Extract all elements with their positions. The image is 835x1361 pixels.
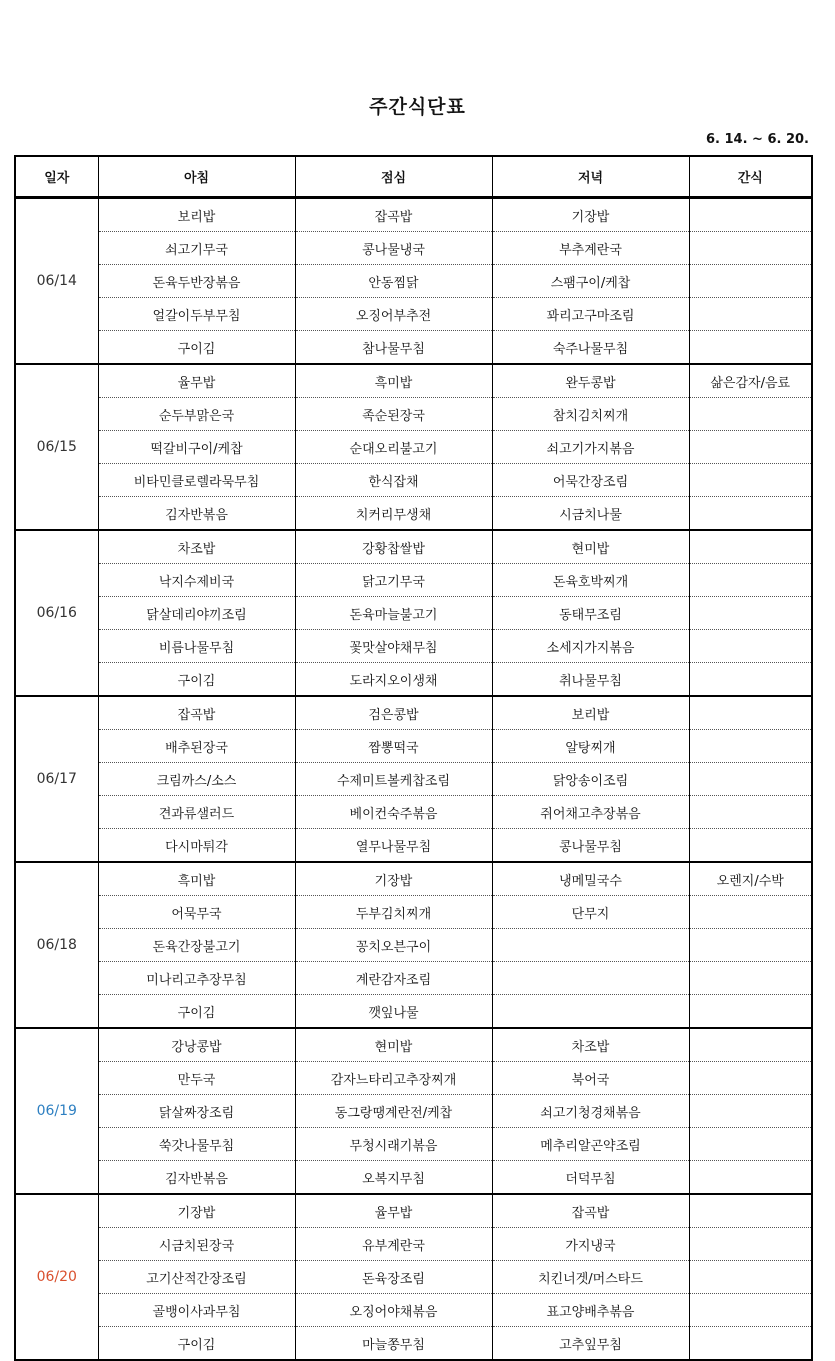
breakfast-cell: 구이김 bbox=[98, 1327, 295, 1361]
breakfast-cell: 어묵무국 bbox=[98, 896, 295, 929]
dinner-cell: 숙주나물무침 bbox=[492, 331, 689, 365]
lunch-cell: 무청시래기볶음 bbox=[295, 1128, 492, 1161]
breakfast-cell: 시금치된장국 bbox=[98, 1228, 295, 1261]
snack-cell: 오렌지/수박 bbox=[689, 862, 812, 896]
lunch-cell: 오징어부추전 bbox=[295, 298, 492, 331]
snack-cell bbox=[689, 1261, 812, 1294]
dinner-cell: 냉메밀국수 bbox=[492, 862, 689, 896]
header-snack: 간식 bbox=[689, 156, 812, 198]
breakfast-cell: 골뱅이사과무침 bbox=[98, 1294, 295, 1327]
breakfast-cell: 보리밥 bbox=[98, 198, 295, 232]
dinner-cell: 쇠고기가지볶음 bbox=[492, 431, 689, 464]
breakfast-cell: 강낭콩밥 bbox=[98, 1028, 295, 1062]
date-cell: 06/20 bbox=[15, 1194, 98, 1360]
dinner-cell: 동태무조림 bbox=[492, 597, 689, 630]
breakfast-cell: 떡갈비구이/케찹 bbox=[98, 431, 295, 464]
snack-cell bbox=[689, 696, 812, 730]
snack-cell bbox=[689, 763, 812, 796]
lunch-cell: 잡곡밥 bbox=[295, 198, 492, 232]
table-row bbox=[15, 929, 812, 962]
lunch-cell: 도라지오이생채 bbox=[295, 663, 492, 697]
lunch-cell: 돈육장조림 bbox=[295, 1261, 492, 1294]
lunch-cell: 닭고기무국 bbox=[295, 564, 492, 597]
table-row bbox=[15, 530, 812, 564]
dinner-cell: 고추잎무침 bbox=[492, 1327, 689, 1361]
dinner-cell: 치킨너겟/머스타드 bbox=[492, 1261, 689, 1294]
breakfast-cell: 만두국 bbox=[98, 1062, 295, 1095]
lunch-cell: 검은콩밥 bbox=[295, 696, 492, 730]
lunch-cell: 감자느타리고추장찌개 bbox=[295, 1062, 492, 1095]
breakfast-cell: 크림까스/소스 bbox=[98, 763, 295, 796]
dinner-cell bbox=[492, 995, 689, 1029]
table-row bbox=[15, 1128, 812, 1161]
snack-cell bbox=[689, 1294, 812, 1327]
dinner-cell: 북어국 bbox=[492, 1062, 689, 1095]
breakfast-cell: 구이김 bbox=[98, 331, 295, 365]
table-row bbox=[15, 829, 812, 863]
dinner-cell: 스팸구이/케찹 bbox=[492, 265, 689, 298]
table-row bbox=[15, 696, 812, 730]
header-lunch: 점심 bbox=[295, 156, 492, 198]
breakfast-cell: 견과류샐러드 bbox=[98, 796, 295, 829]
dinner-cell: 어묵간장조림 bbox=[492, 464, 689, 497]
breakfast-cell: 미나리고추장무침 bbox=[98, 962, 295, 995]
snack-cell bbox=[689, 663, 812, 697]
dinner-cell: 메추리알곤약조림 bbox=[492, 1128, 689, 1161]
breakfast-cell: 배추된장국 bbox=[98, 730, 295, 763]
breakfast-cell: 돈육간장불고기 bbox=[98, 929, 295, 962]
lunch-cell: 흑미밥 bbox=[295, 364, 492, 398]
breakfast-cell: 닭살데리야끼조림 bbox=[98, 597, 295, 630]
table-row bbox=[15, 331, 812, 365]
dinner-cell: 콩나물무침 bbox=[492, 829, 689, 863]
table-row bbox=[15, 232, 812, 265]
table-row bbox=[15, 962, 812, 995]
breakfast-cell: 잡곡밥 bbox=[98, 696, 295, 730]
lunch-cell: 짬뽕떡국 bbox=[295, 730, 492, 763]
table-row bbox=[15, 398, 812, 431]
lunch-cell: 참나물무침 bbox=[295, 331, 492, 365]
table-row bbox=[15, 630, 812, 663]
breakfast-cell: 낙지수제비국 bbox=[98, 564, 295, 597]
dinner-cell: 참치김치찌개 bbox=[492, 398, 689, 431]
dinner-cell: 잡곡밥 bbox=[492, 1194, 689, 1228]
snack-cell bbox=[689, 497, 812, 531]
dinner-cell: 닭앙송이조림 bbox=[492, 763, 689, 796]
table-row bbox=[15, 564, 812, 597]
snack-cell bbox=[689, 630, 812, 663]
snack-cell bbox=[689, 962, 812, 995]
lunch-cell: 베이컨숙주볶음 bbox=[295, 796, 492, 829]
dinner-cell: 단무지 bbox=[492, 896, 689, 929]
snack-cell bbox=[689, 597, 812, 630]
lunch-cell: 유부계란국 bbox=[295, 1228, 492, 1261]
dinner-cell: 가지냉국 bbox=[492, 1228, 689, 1261]
breakfast-cell: 율무밥 bbox=[98, 364, 295, 398]
lunch-cell: 돈육마늘불고기 bbox=[295, 597, 492, 630]
table-row bbox=[15, 497, 812, 531]
lunch-cell: 치커리무생채 bbox=[295, 497, 492, 531]
table-row bbox=[15, 1095, 812, 1128]
snack-cell bbox=[689, 398, 812, 431]
date-cell: 06/15 bbox=[15, 364, 98, 530]
breakfast-cell: 다시마튀각 bbox=[98, 829, 295, 863]
breakfast-cell: 닭살짜장조림 bbox=[98, 1095, 295, 1128]
page-title: 주간식단표 bbox=[369, 96, 466, 118]
snack-cell bbox=[689, 198, 812, 232]
table-row bbox=[15, 663, 812, 697]
table-row bbox=[15, 796, 812, 829]
table-row bbox=[15, 198, 812, 232]
dinner-cell: 꽈리고구마조림 bbox=[492, 298, 689, 331]
table-row bbox=[15, 431, 812, 464]
lunch-cell: 족순된장국 bbox=[295, 398, 492, 431]
table-row bbox=[15, 763, 812, 796]
table-row bbox=[15, 364, 812, 398]
header-breakfast: 아침 bbox=[98, 156, 295, 198]
header-date: 일자 bbox=[15, 156, 98, 198]
breakfast-cell: 차조밥 bbox=[98, 530, 295, 564]
table-row bbox=[15, 1161, 812, 1195]
lunch-cell: 기장밥 bbox=[295, 862, 492, 896]
snack-cell bbox=[689, 730, 812, 763]
snack-cell bbox=[689, 995, 812, 1029]
header-row bbox=[15, 156, 812, 198]
snack-cell bbox=[689, 331, 812, 365]
lunch-cell: 현미밥 bbox=[295, 1028, 492, 1062]
table-row bbox=[15, 597, 812, 630]
lunch-cell: 꽃맛살야채무침 bbox=[295, 630, 492, 663]
snack-cell bbox=[689, 298, 812, 331]
lunch-cell: 한식잡채 bbox=[295, 464, 492, 497]
lunch-cell: 깻잎나물 bbox=[295, 995, 492, 1029]
date-cell: 06/19 bbox=[15, 1028, 98, 1194]
breakfast-cell: 비타민클로렐라묵무침 bbox=[98, 464, 295, 497]
header-dinner: 저녁 bbox=[492, 156, 689, 198]
snack-cell bbox=[689, 464, 812, 497]
table-row bbox=[15, 464, 812, 497]
dinner-cell: 표고양배추볶음 bbox=[492, 1294, 689, 1327]
breakfast-cell: 비름나물무침 bbox=[98, 630, 295, 663]
breakfast-cell: 김자반볶음 bbox=[98, 1161, 295, 1195]
lunch-cell: 열무나물무침 bbox=[295, 829, 492, 863]
table-row bbox=[15, 730, 812, 763]
breakfast-cell: 돈육두반장볶음 bbox=[98, 265, 295, 298]
dinner-cell: 현미밥 bbox=[492, 530, 689, 564]
lunch-cell: 율무밥 bbox=[295, 1194, 492, 1228]
snack-cell bbox=[689, 1327, 812, 1361]
snack-cell bbox=[689, 829, 812, 863]
table-row bbox=[15, 1028, 812, 1062]
date-cell: 06/16 bbox=[15, 530, 98, 696]
table-row bbox=[15, 896, 812, 929]
date-cell: 06/17 bbox=[15, 696, 98, 862]
snack-cell bbox=[689, 232, 812, 265]
dinner-cell: 취나물무침 bbox=[492, 663, 689, 697]
breakfast-cell: 얼갈이두부무침 bbox=[98, 298, 295, 331]
lunch-cell: 강황찹쌀밥 bbox=[295, 530, 492, 564]
lunch-cell: 꽁치오븐구이 bbox=[295, 929, 492, 962]
snack-cell bbox=[689, 1194, 812, 1228]
date-cell: 06/18 bbox=[15, 862, 98, 1028]
snack-cell bbox=[689, 1228, 812, 1261]
breakfast-cell: 구이김 bbox=[98, 995, 295, 1029]
dinner-cell: 소세지가지볶음 bbox=[492, 630, 689, 663]
dinner-cell bbox=[492, 962, 689, 995]
dinner-cell: 보리밥 bbox=[492, 696, 689, 730]
table-row bbox=[15, 862, 812, 896]
snack-cell bbox=[689, 796, 812, 829]
breakfast-cell: 순두부맑은국 bbox=[98, 398, 295, 431]
snack-cell: 삶은감자/음료 bbox=[689, 364, 812, 398]
dinner-cell: 쥐어채고추장볶음 bbox=[492, 796, 689, 829]
dinner-cell bbox=[492, 929, 689, 962]
breakfast-cell: 쇠고기무국 bbox=[98, 232, 295, 265]
snack-cell bbox=[689, 1161, 812, 1195]
lunch-cell: 계란감자조림 bbox=[295, 962, 492, 995]
lunch-cell: 오복지무침 bbox=[295, 1161, 492, 1195]
table-row bbox=[15, 1228, 812, 1261]
table-row bbox=[15, 1327, 812, 1361]
meal-table-body bbox=[15, 198, 812, 1361]
breakfast-cell: 고기산적간장조림 bbox=[98, 1261, 295, 1294]
dinner-cell: 돈육호박찌개 bbox=[492, 564, 689, 597]
snack-cell bbox=[689, 1128, 812, 1161]
meal-table bbox=[14, 155, 813, 1361]
table-row bbox=[15, 1062, 812, 1095]
dinner-cell: 차조밥 bbox=[492, 1028, 689, 1062]
table-row bbox=[15, 995, 812, 1029]
lunch-cell: 수제미트볼케찹조림 bbox=[295, 763, 492, 796]
dinner-cell: 부추계란국 bbox=[492, 232, 689, 265]
snack-cell bbox=[689, 1028, 812, 1062]
snack-cell bbox=[689, 929, 812, 962]
breakfast-cell: 흑미밥 bbox=[98, 862, 295, 896]
snack-cell bbox=[689, 1062, 812, 1095]
snack-cell bbox=[689, 564, 812, 597]
dinner-cell: 기장밥 bbox=[492, 198, 689, 232]
table-row bbox=[15, 265, 812, 298]
dinner-cell: 쇠고기청경채볶음 bbox=[492, 1095, 689, 1128]
breakfast-cell: 구이김 bbox=[98, 663, 295, 697]
table-row bbox=[15, 1194, 812, 1228]
dinner-cell: 더덕무침 bbox=[492, 1161, 689, 1195]
lunch-cell: 두부김치찌개 bbox=[295, 896, 492, 929]
breakfast-cell: 기장밥 bbox=[98, 1194, 295, 1228]
lunch-cell: 마늘쫑무침 bbox=[295, 1327, 492, 1361]
lunch-cell: 오징어야채볶음 bbox=[295, 1294, 492, 1327]
lunch-cell: 콩나물냉국 bbox=[295, 232, 492, 265]
breakfast-cell: 김자반볶음 bbox=[98, 497, 295, 531]
breakfast-cell: 쑥갓나물무침 bbox=[98, 1128, 295, 1161]
lunch-cell: 안동찜닭 bbox=[295, 265, 492, 298]
snack-cell bbox=[689, 431, 812, 464]
snack-cell bbox=[689, 265, 812, 298]
date-cell: 06/14 bbox=[15, 198, 98, 365]
table-row bbox=[15, 298, 812, 331]
table-row bbox=[15, 1261, 812, 1294]
snack-cell bbox=[689, 896, 812, 929]
dinner-cell: 알탕찌개 bbox=[492, 730, 689, 763]
snack-cell bbox=[689, 1095, 812, 1128]
date-range: 6. 14. ~ 6. 20. bbox=[705, 132, 809, 147]
lunch-cell: 동그랑땡계란전/케찹 bbox=[295, 1095, 492, 1128]
dinner-cell: 완두콩밥 bbox=[492, 364, 689, 398]
lunch-cell: 순대오리불고기 bbox=[295, 431, 492, 464]
snack-cell bbox=[689, 530, 812, 564]
dinner-cell: 시금치나물 bbox=[492, 497, 689, 531]
table-row bbox=[15, 1294, 812, 1327]
